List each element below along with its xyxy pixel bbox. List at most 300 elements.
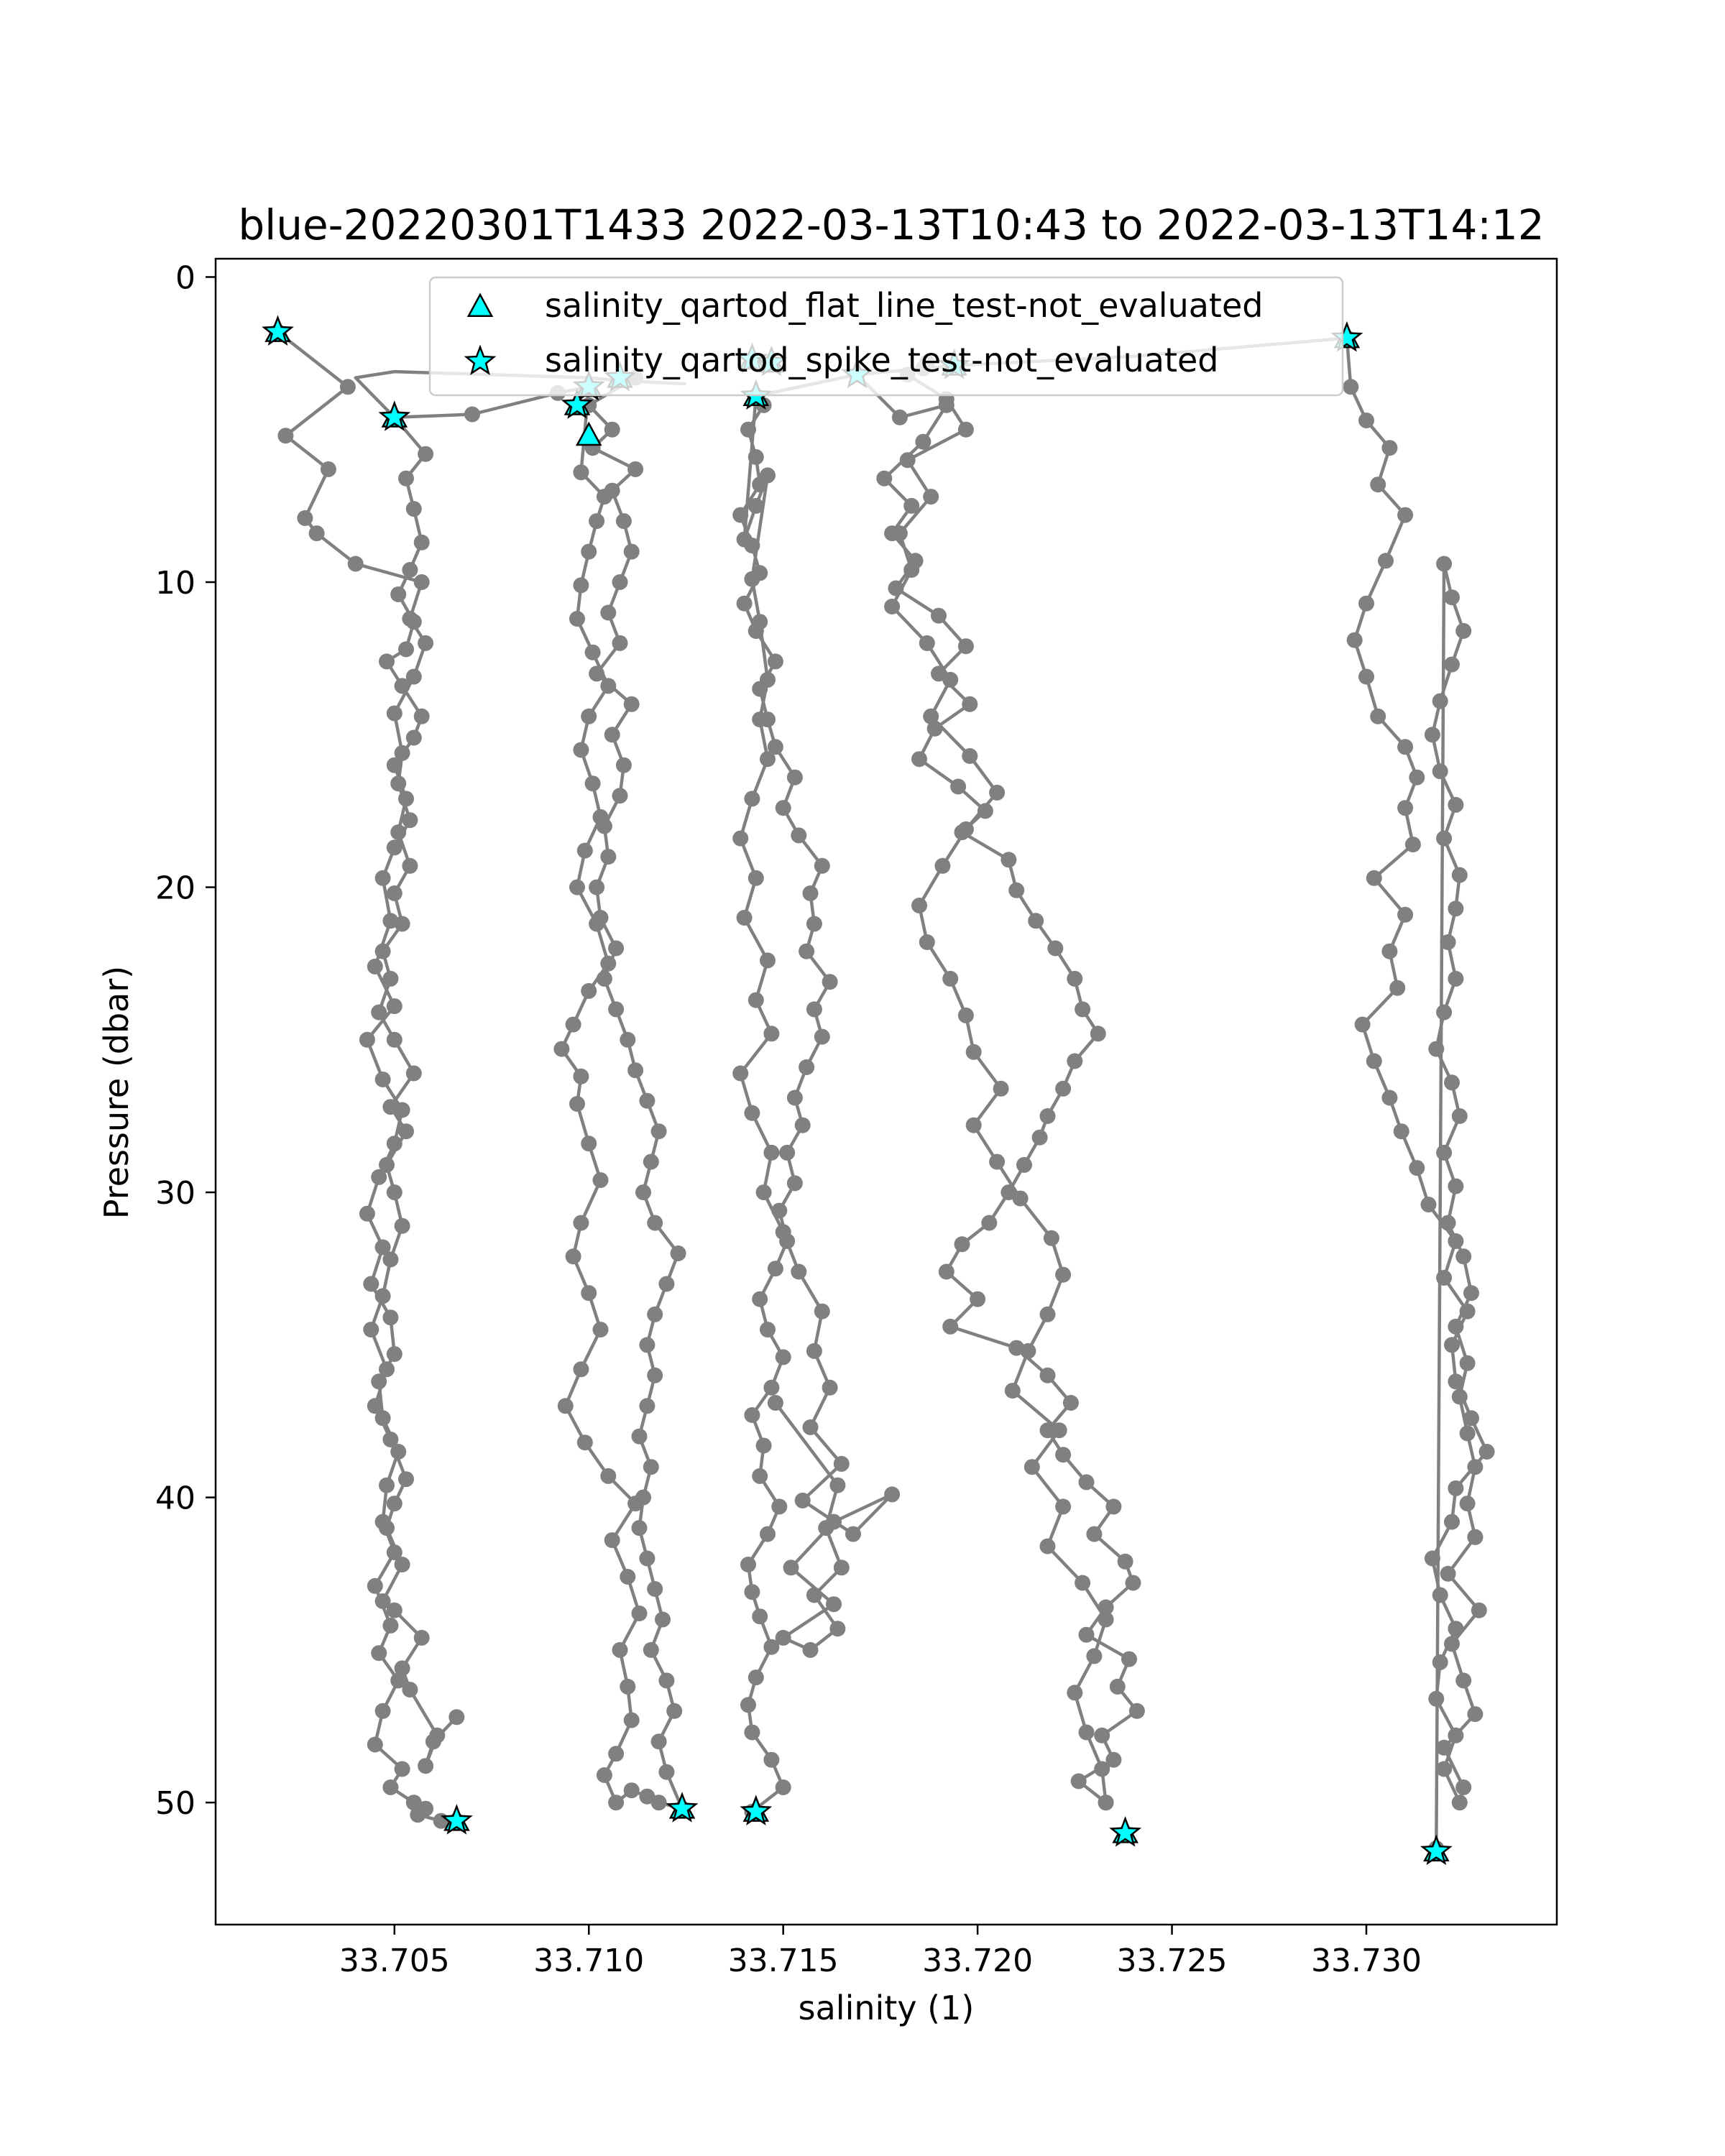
data-point (1436, 831, 1452, 847)
data-point (624, 696, 640, 712)
data-point (950, 779, 966, 795)
data-point (1440, 934, 1456, 950)
data-point (382, 971, 398, 987)
data-point (1370, 476, 1386, 492)
data-point (612, 1642, 628, 1658)
data-point (744, 1105, 760, 1121)
data-point (1467, 1459, 1483, 1475)
data-point (744, 1407, 760, 1423)
data-point (375, 1593, 391, 1609)
data-point (414, 574, 430, 590)
data-point (1016, 1157, 1032, 1173)
data-point (387, 1184, 402, 1200)
data-point (814, 858, 830, 874)
data-point (632, 1606, 648, 1621)
data-point (1381, 944, 1397, 959)
data-point (803, 1419, 819, 1435)
data-point (1032, 1130, 1048, 1146)
data-point (1440, 1215, 1456, 1231)
data-point (566, 1248, 581, 1264)
data-point (776, 1349, 791, 1365)
y-tick-label: 30 (155, 1175, 196, 1212)
data-point (818, 1520, 834, 1536)
data-point (970, 1291, 985, 1307)
data-point (639, 1093, 655, 1109)
data-point (658, 1276, 674, 1292)
data-point (939, 1264, 954, 1280)
data-point (748, 870, 764, 886)
data-point (1040, 1539, 1056, 1554)
legend-label-spike: salinity_qartod_spike_test-not_evaluated (545, 341, 1219, 379)
data-point (1463, 1285, 1479, 1301)
data-point (406, 730, 422, 746)
data-point (573, 1215, 589, 1231)
data-point (799, 944, 814, 959)
x-tick-label: 33.725 (1116, 1943, 1228, 1979)
data-point (387, 1346, 402, 1362)
data-point (1397, 739, 1413, 755)
data-point (1479, 1444, 1495, 1460)
data-point (1079, 1474, 1095, 1490)
data-point (732, 831, 748, 847)
data-point (620, 1032, 635, 1048)
data-point (989, 785, 1005, 801)
data-point (1129, 1703, 1145, 1719)
data-point (752, 614, 768, 630)
data-point (643, 1459, 659, 1475)
data-point (826, 1596, 842, 1612)
data-point (1094, 1728, 1110, 1743)
data-point (1436, 1005, 1452, 1021)
data-point (402, 812, 418, 828)
data-point (1455, 1779, 1471, 1795)
data-point (655, 1612, 671, 1628)
data-point (321, 461, 336, 477)
data-point (573, 1069, 589, 1084)
data-point (1432, 1588, 1448, 1603)
data-point (1471, 1603, 1487, 1618)
data-point (382, 1099, 398, 1115)
x-tick-label: 33.730 (1310, 1943, 1422, 1979)
data-point (573, 1361, 589, 1377)
data-point (732, 1066, 748, 1082)
data-point (1110, 1679, 1126, 1695)
data-point (395, 678, 410, 694)
data-point (795, 1118, 811, 1133)
data-point (1071, 1774, 1087, 1789)
data-point (367, 1578, 383, 1594)
data-point (1047, 941, 1063, 957)
data-point (577, 843, 593, 859)
data-point (958, 821, 974, 837)
data-point (379, 1520, 395, 1536)
data-point (1020, 1343, 1036, 1359)
data-point (919, 934, 935, 950)
data-point (1358, 413, 1374, 428)
data-point (573, 464, 589, 480)
data-point (787, 1175, 803, 1191)
data-point (1444, 1514, 1460, 1530)
data-point (763, 1752, 779, 1768)
data-point (359, 1032, 375, 1048)
data-point (954, 1236, 970, 1252)
data-point (363, 1322, 379, 1337)
data-point (1444, 1636, 1460, 1651)
data-point (1389, 980, 1405, 996)
data-point (604, 1532, 620, 1548)
data-point (375, 1072, 391, 1087)
data-point (406, 614, 422, 630)
data-point (593, 1172, 609, 1188)
data-point (931, 608, 947, 624)
data-point (585, 775, 601, 791)
data-point (1355, 1017, 1371, 1033)
data-point (647, 1368, 663, 1383)
data-point (569, 880, 585, 895)
data-point (993, 1081, 1009, 1097)
data-point (608, 1795, 624, 1810)
data-point (309, 525, 325, 541)
data-point (737, 596, 753, 612)
data-point (791, 827, 806, 843)
data-point (732, 507, 748, 523)
data-point (752, 1468, 768, 1484)
data-point (1028, 913, 1044, 929)
data-point (740, 1557, 756, 1572)
data-point (406, 1066, 422, 1082)
data-point (651, 1123, 667, 1139)
data-point (573, 742, 589, 758)
data-point (371, 1645, 387, 1661)
data-point (776, 1779, 791, 1795)
y-tick-label: 0 (175, 259, 196, 297)
data-point (845, 1526, 861, 1542)
data-point (600, 1468, 616, 1484)
data-point (1086, 1648, 1102, 1664)
data-point (375, 944, 391, 959)
data-point (569, 611, 585, 627)
data-point (395, 1557, 410, 1572)
data-point (1436, 1761, 1452, 1777)
data-point (822, 1380, 838, 1396)
data-point (1079, 1627, 1095, 1643)
data-point (1397, 907, 1413, 923)
data-point (1397, 800, 1413, 816)
data-point (1381, 1090, 1397, 1106)
data-point (1405, 837, 1421, 852)
data-point (829, 1621, 845, 1636)
data-point (756, 1184, 772, 1200)
data-point (1040, 1368, 1056, 1383)
data-point (1040, 1307, 1056, 1322)
data-point (814, 1029, 830, 1045)
data-point (1366, 870, 1382, 886)
data-point (763, 1145, 779, 1161)
data-point (647, 1581, 663, 1597)
data-point (340, 379, 356, 395)
data-point (387, 1032, 402, 1048)
data-point (1067, 1685, 1082, 1700)
data-point (1409, 770, 1425, 786)
data-point (900, 452, 916, 468)
data-point (1448, 1728, 1463, 1743)
data-point (1455, 623, 1471, 639)
data-point (616, 513, 632, 529)
data-point (748, 449, 764, 465)
data-point (398, 1471, 414, 1487)
data-point (958, 638, 974, 654)
data-point (1394, 1123, 1409, 1139)
data-point (1421, 1197, 1437, 1212)
data-point (834, 1456, 850, 1472)
data-point (643, 1642, 659, 1658)
data-point (942, 672, 958, 688)
data-point (1460, 1355, 1476, 1371)
data-point (752, 1608, 768, 1624)
data-point (1098, 1795, 1114, 1810)
data-point (647, 1307, 663, 1322)
data-point (1460, 1426, 1476, 1442)
data-point (760, 1322, 776, 1337)
data-point (371, 1005, 387, 1021)
data-point (632, 1429, 648, 1445)
data-point (787, 1090, 803, 1106)
data-point (604, 727, 620, 742)
data-point (387, 1496, 402, 1511)
data-point (1444, 1337, 1460, 1353)
data-point (740, 1697, 756, 1713)
data-point (390, 824, 406, 840)
data-point (1126, 1575, 1141, 1591)
data-point (632, 1520, 648, 1536)
y-tick-label: 50 (155, 1785, 196, 1823)
data-point (1098, 1612, 1114, 1628)
data-point (379, 1157, 395, 1173)
data-point (382, 1252, 398, 1268)
data-point (379, 653, 395, 669)
data-point (348, 556, 364, 572)
data-point (379, 1478, 395, 1493)
data-point (418, 1758, 433, 1774)
data-point (1409, 1160, 1425, 1176)
data-point (1040, 1108, 1056, 1124)
data-point (1378, 553, 1394, 568)
data-point (737, 910, 753, 926)
data-point (892, 410, 908, 425)
data-point (1105, 1498, 1121, 1514)
data-point (558, 1398, 574, 1414)
data-point (569, 1096, 585, 1112)
data-point (1436, 556, 1452, 572)
data-point (553, 1041, 569, 1057)
data-point (752, 1291, 768, 1307)
data-point (620, 1679, 635, 1695)
data-point (1366, 1054, 1382, 1069)
data-point (639, 1398, 655, 1414)
data-point (1452, 1108, 1468, 1124)
data-point (608, 1001, 624, 1017)
data-point (760, 952, 776, 968)
data-point (418, 446, 433, 462)
data-point (1432, 1654, 1448, 1670)
data-point (573, 577, 589, 593)
data-point (581, 709, 597, 724)
data-point (639, 1551, 655, 1567)
data-point (752, 711, 768, 727)
chart-title: blue-20220301T1433 2022-03-13T10:43 to 2022-03-13T14:12 (238, 201, 1545, 249)
data-point (410, 1807, 426, 1823)
data-point (643, 1154, 659, 1170)
data-point (597, 1767, 612, 1783)
data-point (919, 635, 935, 651)
data-point (768, 1395, 783, 1411)
data-point (1343, 379, 1358, 395)
data-point (382, 1432, 398, 1447)
data-point (1000, 852, 1016, 867)
legend-label-flat-line: salinity_qartod_flat_line_test-not_evaluated (545, 286, 1264, 325)
data-point (414, 535, 430, 550)
data-point (363, 1276, 379, 1292)
data-point (635, 1490, 651, 1506)
data-point (1008, 883, 1024, 898)
data-point (884, 599, 900, 614)
data-point (829, 1478, 845, 1493)
data-point (593, 910, 609, 926)
data-point (787, 770, 803, 786)
data-point (1452, 867, 1468, 883)
data-point (1448, 797, 1463, 813)
data-point (760, 672, 776, 688)
data-point (1452, 1795, 1468, 1810)
data-point (783, 1560, 799, 1575)
data-point (375, 1703, 391, 1719)
data-point (658, 1672, 674, 1688)
data-point (803, 1642, 819, 1658)
data-point (1121, 1651, 1137, 1667)
data-point (1075, 1001, 1090, 1017)
data-point (776, 1224, 791, 1240)
data-point (1467, 1529, 1483, 1545)
data-point (760, 751, 776, 767)
data-point (402, 562, 418, 578)
data-point (1005, 1383, 1021, 1399)
data-point (803, 885, 819, 901)
x-tick-label: 33.720 (922, 1943, 1034, 1979)
data-point (1397, 507, 1413, 523)
data-point (884, 1486, 900, 1502)
data-point (1436, 1145, 1452, 1161)
data-point (1467, 1706, 1483, 1722)
data-point (1055, 1447, 1071, 1462)
data-point (737, 532, 753, 548)
data-point (418, 635, 433, 651)
data-point (647, 1215, 663, 1231)
data-point (616, 757, 632, 773)
data-point (776, 800, 791, 816)
data-point (379, 1361, 395, 1377)
data-point (911, 751, 927, 767)
data-point (651, 1733, 667, 1749)
x-tick-label: 33.710 (533, 1943, 645, 1979)
data-point (1452, 1389, 1468, 1405)
data-point (1063, 1395, 1079, 1411)
data-point (1432, 763, 1448, 779)
data-point (1425, 727, 1440, 742)
x-tick-label: 33.715 (727, 1943, 839, 1979)
data-point (666, 1703, 682, 1719)
data-point (600, 849, 616, 865)
data-point (744, 791, 760, 806)
data-point (589, 880, 604, 895)
data-point (806, 1343, 822, 1359)
data-point (806, 1001, 822, 1017)
data-point (748, 992, 764, 1008)
data-point (382, 1309, 398, 1325)
data-point (464, 407, 480, 423)
data-point (651, 1795, 667, 1810)
data-point (398, 641, 414, 657)
data-point (989, 1154, 1005, 1170)
data-point (1440, 1566, 1456, 1582)
data-point (779, 1145, 795, 1161)
data-point (1052, 1422, 1067, 1438)
data-point (390, 586, 406, 602)
data-point (624, 1713, 640, 1728)
data-point (876, 471, 892, 487)
data-point (1086, 1526, 1102, 1542)
data-point (923, 489, 939, 505)
data-point (639, 1337, 655, 1353)
data-point (744, 1725, 760, 1741)
data-point (612, 635, 628, 651)
data-point (395, 1218, 410, 1234)
data-point (1448, 971, 1463, 987)
data-point (814, 1304, 830, 1319)
data-point (958, 1008, 974, 1023)
data-point (589, 665, 604, 681)
data-point (658, 1764, 674, 1780)
data-point (748, 1669, 764, 1685)
data-point (359, 1206, 375, 1222)
data-point (1448, 1319, 1463, 1335)
data-point (1055, 1498, 1071, 1514)
data-point (398, 471, 414, 487)
data-point (375, 1288, 391, 1304)
data-point (612, 788, 628, 803)
data-point (581, 544, 597, 560)
data-point (627, 461, 643, 477)
data-point (892, 525, 908, 541)
data-point (768, 653, 783, 669)
data-point (958, 422, 974, 438)
data-point (962, 748, 978, 764)
data-point (923, 709, 939, 724)
data-point (1044, 1230, 1059, 1246)
data-point (799, 1059, 814, 1075)
data-point (398, 791, 414, 806)
data-point (942, 971, 958, 987)
data-point (367, 959, 383, 975)
data-point (1448, 900, 1463, 916)
data-point (771, 1498, 787, 1514)
data-point (429, 1728, 445, 1743)
data-point (624, 1782, 640, 1798)
y-tick-label: 40 (155, 1480, 196, 1517)
data-point (911, 898, 927, 913)
data-point (635, 1184, 651, 1200)
data-point (1432, 694, 1448, 709)
data-point (1381, 440, 1397, 456)
